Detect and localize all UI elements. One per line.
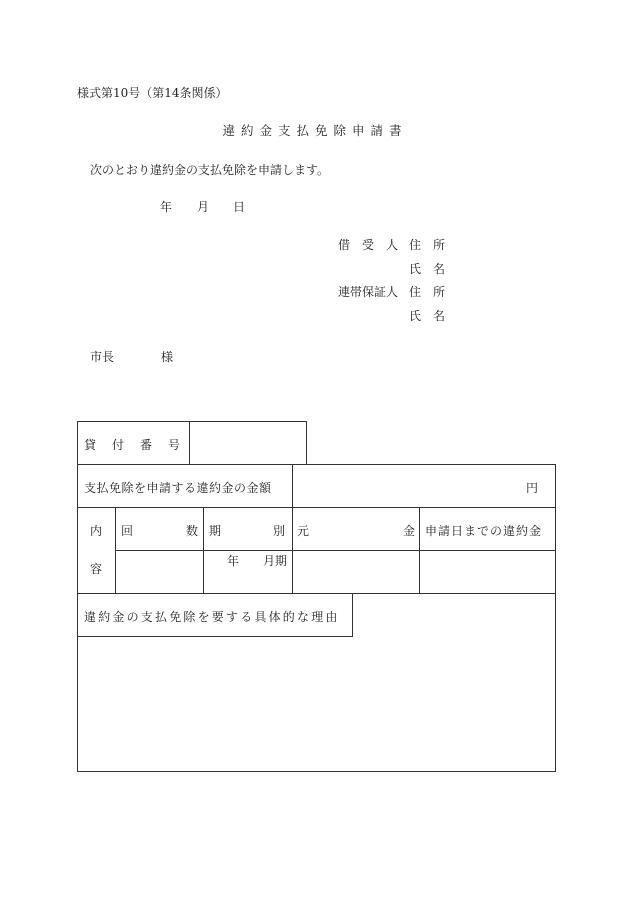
details-label-bottom: 容	[90, 562, 103, 576]
loan-number-label: 貸 付 番 号	[84, 438, 183, 452]
table-line	[77, 593, 556, 594]
recipient-mayor: 市長	[90, 350, 115, 364]
penalty-until-header: 申請日までの違約金	[425, 524, 543, 538]
principal-header-left: 元	[297, 524, 310, 538]
times-header-left: 回	[121, 524, 134, 538]
period-header-left: 期	[209, 524, 222, 538]
reason-label: 違約金の支払免除を要する具体的な理由	[84, 610, 340, 624]
times-header-right: 数	[186, 524, 199, 538]
exemption-amount-label: 支払免除を申請する違約金の金額	[84, 481, 272, 495]
borrower-name-label: 氏 名	[409, 262, 446, 276]
form-number: 様式第10号（第14条関係）	[77, 86, 228, 100]
table-line	[292, 464, 293, 593]
table-line	[77, 464, 556, 465]
table-line	[77, 636, 353, 637]
table-line	[77, 507, 556, 508]
table-line	[77, 421, 78, 771]
application-table	[77, 421, 556, 771]
date-day: 日	[233, 200, 246, 214]
yen-unit: 円	[526, 481, 539, 495]
table-line	[77, 771, 556, 772]
table-line	[203, 507, 204, 593]
table-line	[352, 593, 353, 636]
principal-header-right: 金	[403, 524, 416, 538]
intro-text: 次のとおり違約金の支払免除を申請します。	[90, 163, 330, 177]
document-title: 違約金支払免除申請書	[222, 123, 408, 138]
table-line	[189, 421, 190, 464]
date-month: 月	[197, 200, 210, 214]
table-line	[306, 421, 307, 464]
table-line	[115, 507, 116, 593]
recipient-honorific: 様	[161, 350, 174, 364]
table-line	[115, 550, 556, 551]
guarantor-label: 連帯保証人	[338, 285, 399, 299]
guarantor-name-label: 氏 名	[409, 309, 446, 323]
period-year: 年	[227, 554, 240, 568]
table-line	[77, 421, 307, 422]
period-month: 月期	[263, 554, 288, 568]
date-year: 年	[160, 200, 173, 214]
borrower-address-label: 住 所	[409, 238, 446, 252]
details-label-top: 内	[90, 524, 103, 538]
period-header-right: 別	[273, 524, 286, 538]
guarantor-address-label: 住 所	[409, 285, 446, 299]
borrower-label: 借 受 人	[338, 238, 399, 252]
table-line	[419, 507, 420, 593]
table-line	[555, 464, 556, 771]
